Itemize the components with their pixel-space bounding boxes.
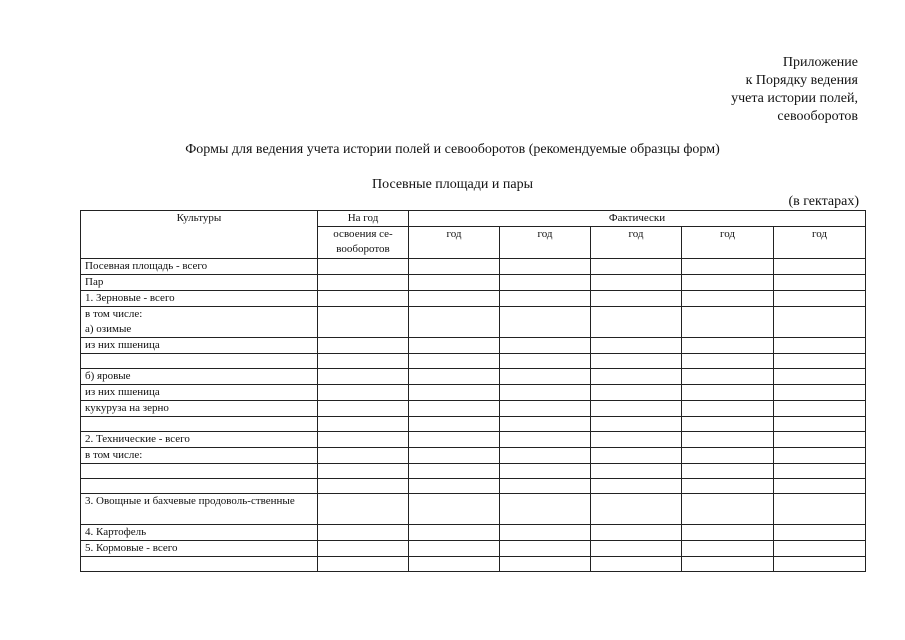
value-cell[interactable] — [774, 417, 866, 432]
row-label: из них пшеница — [81, 385, 318, 401]
header-plan-sub: освоения се-вооборотов — [318, 227, 409, 259]
appendix-line: Приложение — [782, 55, 858, 70]
value-cell[interactable] — [682, 448, 774, 464]
table-row — [81, 525, 866, 541]
table-row — [81, 417, 866, 432]
value-cell[interactable] — [409, 448, 500, 464]
value-cell[interactable] — [318, 354, 409, 369]
value-cell[interactable] — [409, 401, 500, 417]
table-row — [81, 557, 866, 572]
value-cell[interactable] — [500, 338, 591, 354]
value-cell[interactable] — [409, 464, 500, 479]
value-cell[interactable] — [774, 307, 866, 338]
value-cell[interactable] — [591, 417, 682, 432]
value-cell[interactable] — [409, 479, 500, 494]
value-cell[interactable] — [774, 557, 866, 572]
value-cell[interactable] — [500, 464, 591, 479]
value-cell[interactable] — [682, 541, 774, 557]
value-cell[interactable] — [682, 354, 774, 369]
value-cell[interactable] — [500, 525, 591, 541]
value-cell[interactable] — [409, 259, 500, 275]
value-cell[interactable] — [409, 307, 500, 338]
row-label: б) яровые — [81, 369, 318, 385]
value-cell[interactable] — [318, 494, 409, 525]
table-row — [81, 275, 866, 291]
value-cell[interactable] — [591, 354, 682, 369]
table-row — [81, 401, 866, 417]
value-cell[interactable] — [774, 525, 866, 541]
value-cell[interactable] — [409, 275, 500, 291]
table-title: Посевные площади и пары — [372, 177, 533, 192]
value-cell[interactable] — [500, 557, 591, 572]
value-cell[interactable] — [318, 291, 409, 307]
value-cell[interactable] — [409, 541, 500, 557]
unit-note: (в гектарах) — [788, 194, 859, 209]
value-cell[interactable] — [774, 541, 866, 557]
value-cell[interactable] — [591, 275, 682, 291]
table-row — [81, 541, 866, 557]
value-cell[interactable] — [409, 494, 500, 525]
value-cell[interactable] — [500, 291, 591, 307]
row-label: 3. Овощные и бахчевые продоволь-ственные — [81, 494, 318, 525]
value-cell[interactable] — [409, 354, 500, 369]
value-cell[interactable] — [409, 385, 500, 401]
value-cell[interactable] — [682, 259, 774, 275]
value-cell[interactable] — [682, 494, 774, 525]
value-cell[interactable] — [591, 557, 682, 572]
value-cell[interactable] — [591, 307, 682, 338]
row-label: в том числе: — [81, 448, 318, 464]
row-label — [81, 354, 318, 369]
header-year: год — [409, 227, 500, 259]
value-cell[interactable] — [318, 479, 409, 494]
value-cell[interactable] — [500, 432, 591, 448]
value-cell[interactable] — [500, 401, 591, 417]
header-crops: Культуры — [81, 211, 318, 259]
row-label: кукуруза на зерно — [81, 401, 318, 417]
value-cell[interactable] — [682, 338, 774, 354]
row-label: из них пшеница — [81, 338, 318, 354]
value-cell[interactable] — [500, 541, 591, 557]
value-cell[interactable] — [774, 448, 866, 464]
sown-areas-table — [80, 210, 866, 572]
value-cell[interactable] — [500, 259, 591, 275]
value-cell[interactable] — [682, 291, 774, 307]
header-plan: На год — [318, 211, 409, 227]
value-cell[interactable] — [318, 557, 409, 572]
header-year: год — [774, 227, 866, 259]
header-year: год — [500, 227, 591, 259]
value-cell[interactable] — [318, 401, 409, 417]
value-cell[interactable] — [591, 259, 682, 275]
table-body — [81, 259, 866, 572]
appendix-line: учета истории полей, — [731, 91, 858, 106]
value-cell[interactable] — [591, 291, 682, 307]
header-actual: Фактически — [409, 211, 866, 227]
value-cell[interactable] — [318, 417, 409, 432]
document-title: Формы для ведения учета истории полей и севооборотов (рекомендуемые образцы форм) — [185, 142, 720, 157]
value-cell[interactable] — [682, 401, 774, 417]
value-cell[interactable] — [500, 417, 591, 432]
value-cell[interactable] — [774, 275, 866, 291]
value-cell[interactable] — [318, 369, 409, 385]
value-cell[interactable] — [591, 338, 682, 354]
table-row — [81, 354, 866, 369]
table-row — [81, 479, 866, 494]
value-cell[interactable] — [318, 541, 409, 557]
value-cell[interactable] — [682, 275, 774, 291]
value-cell[interactable] — [409, 417, 500, 432]
row-label: Пар — [81, 275, 318, 291]
value-cell[interactable] — [591, 464, 682, 479]
value-cell[interactable] — [318, 432, 409, 448]
value-cell[interactable] — [409, 291, 500, 307]
appendix-block — [731, 54, 858, 126]
value-cell[interactable] — [409, 432, 500, 448]
value-cell[interactable] — [682, 417, 774, 432]
header-year: год — [591, 227, 682, 259]
value-cell[interactable] — [682, 525, 774, 541]
value-cell[interactable] — [318, 259, 409, 275]
value-cell[interactable] — [682, 307, 774, 338]
value-cell[interactable] — [774, 432, 866, 448]
table-row — [81, 494, 866, 525]
value-cell[interactable] — [682, 464, 774, 479]
value-cell[interactable] — [500, 385, 591, 401]
value-cell[interactable] — [591, 494, 682, 525]
value-cell[interactable] — [774, 401, 866, 417]
value-cell[interactable] — [682, 385, 774, 401]
value-cell[interactable] — [500, 354, 591, 369]
table-row — [81, 307, 866, 338]
table-row — [81, 432, 866, 448]
value-cell[interactable] — [682, 557, 774, 572]
value-cell[interactable] — [774, 338, 866, 354]
row-label: 4. Картофель — [81, 525, 318, 541]
value-cell[interactable] — [318, 275, 409, 291]
row-label: 2. Технические - всего — [81, 432, 318, 448]
row-label — [81, 417, 318, 432]
value-cell[interactable] — [774, 494, 866, 525]
value-cell[interactable] — [591, 432, 682, 448]
value-cell[interactable] — [774, 259, 866, 275]
value-cell[interactable] — [318, 525, 409, 541]
value-cell[interactable] — [591, 479, 682, 494]
value-cell[interactable] — [591, 541, 682, 557]
value-cell[interactable] — [318, 307, 409, 338]
value-cell[interactable] — [409, 338, 500, 354]
value-cell[interactable] — [774, 354, 866, 369]
value-cell[interactable] — [318, 385, 409, 401]
value-cell[interactable] — [774, 291, 866, 307]
value-cell[interactable] — [591, 401, 682, 417]
value-cell[interactable] — [500, 479, 591, 494]
table-row — [81, 385, 866, 401]
row-label — [81, 557, 318, 572]
value-cell[interactable] — [409, 525, 500, 541]
appendix-line: севооборотов — [777, 109, 858, 124]
value-cell[interactable] — [591, 385, 682, 401]
value-cell[interactable] — [774, 464, 866, 479]
value-cell[interactable] — [682, 432, 774, 448]
value-cell[interactable] — [409, 369, 500, 385]
table-row — [81, 338, 866, 354]
value-cell[interactable] — [500, 369, 591, 385]
value-cell[interactable] — [409, 557, 500, 572]
table-row — [81, 291, 866, 307]
header-year: год — [682, 227, 774, 259]
value-cell[interactable] — [318, 338, 409, 354]
table-row — [81, 464, 866, 479]
value-cell[interactable] — [500, 275, 591, 291]
value-cell[interactable] — [500, 448, 591, 464]
row-label — [81, 479, 318, 494]
row-label: 5. Кормовые - всего — [81, 541, 318, 557]
value-cell[interactable] — [774, 479, 866, 494]
value-cell[interactable] — [591, 448, 682, 464]
value-cell[interactable] — [591, 525, 682, 541]
table-row — [81, 259, 866, 275]
value-cell[interactable] — [682, 369, 774, 385]
value-cell[interactable] — [774, 385, 866, 401]
table-row — [81, 369, 866, 385]
appendix-line: к Порядку ведения — [745, 73, 858, 88]
value-cell[interactable] — [318, 464, 409, 479]
row-label: в том числе: а) озимые — [81, 307, 318, 338]
value-cell[interactable] — [682, 479, 774, 494]
value-cell[interactable] — [500, 307, 591, 338]
value-cell[interactable] — [774, 369, 866, 385]
row-label — [81, 464, 318, 479]
value-cell[interactable] — [591, 369, 682, 385]
row-label: Посевная площадь - всего — [81, 259, 318, 275]
value-cell[interactable] — [500, 494, 591, 525]
table-row — [81, 448, 866, 464]
row-label: 1. Зерновые - всего — [81, 291, 318, 307]
value-cell[interactable] — [318, 448, 409, 464]
